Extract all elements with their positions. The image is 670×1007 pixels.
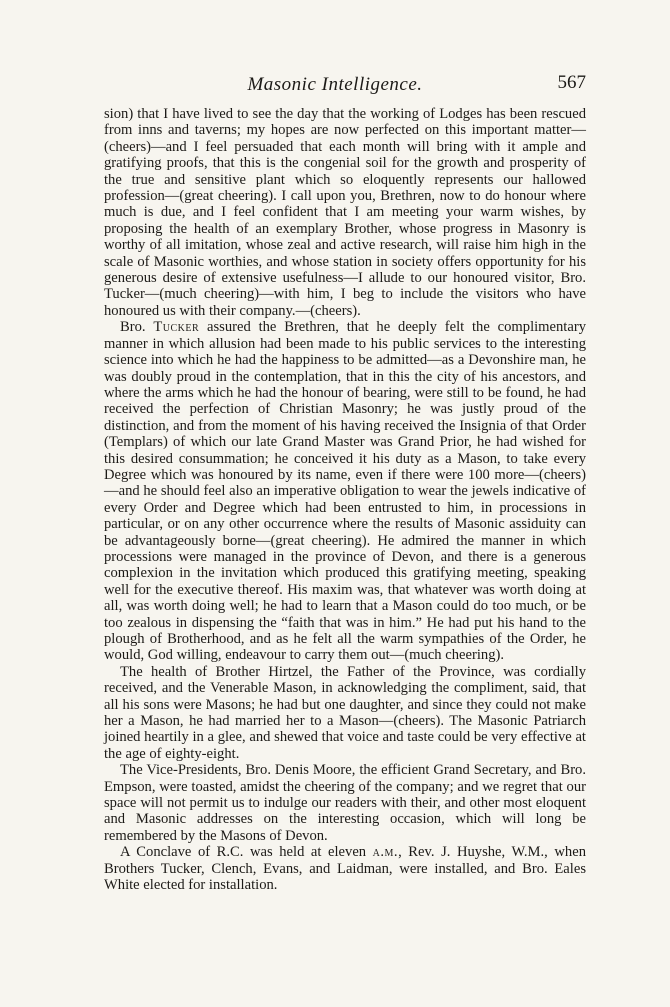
speaker-name: Tucker bbox=[153, 319, 200, 336]
paragraph-lead: Bro. bbox=[120, 319, 154, 336]
paragraph-text: assured the Brethren, that he deeply felt the complimentary manner in which allusion had been made to his public services to the interesting science into which he had the happiness to be admitted—as a Devonshire man, he was doubly proud in the contemplation, that in this the city of his ancestors, and where the arms which he had the honour of bearing, were still to be found, he had received the perfection of Christian Masonry; he was justly proud of the distinction, and from the moment of his having received the Insignia of that Order (Templars) of which our late Grand Master was Grand Prior, he had wished for this desired consummation; he conceived it his duty as a Mason, to take every Degree which was honoured by its name, even if there were 100 more—(cheers)—and he should feel also an imperative obligation to wear the jewels indicative of every Order and Degree which had been entrusted to him, in processions in particular, or on any other occurrence where the results of Masonic assiduity can be advantageously borne—(great cheering). He admired the manner in which processions were managed in the province of Devon, and there is a generous complexion in the invitation which produced this gratifying meeting, speaking well for the executive thereof. His maxim was, that whatever was worth doing at all, was worth doing well; he had to learn that a Mason could do too much, or be too zealous in dispensing the “faith that was in him.” He had put his hand to the plough of Brotherhood, and as he felt all the warm sympathies of the Order, he would, God willing, endeavour to carry them out—(much cheering). bbox=[104, 319, 586, 664]
paragraph-continuation: sion) that I have lived to see the day that the working of Lodges has been rescued from inns and taverns; my hopes are now perfected on this important matter—(cheers)—and I feel persuaded that each month will bring with it ample and gratifying proofs, that this is the congenial soil for the growth and prosperity of the true and sensitive plant which so eloquently represents our hallowed profession—(great cheering). I call upon you, Brethren, now to do honour where much is due, and I feel confident that I am meeting your warm wishes, by proposing the health of an exemplary Brother, whose progress in Masonry is worthy of all imitation, whose zeal and active research, will raise him high in the scale of Masonic worthies, and whose station in society offers opportunity for his generous desire of extensive usefulness—I allude to our honoured visitor, Bro. Tucker—(much cheering)—with him, I beg to include the visitors who have honoured us with their company.—(cheers). bbox=[104, 106, 586, 319]
paragraph-text: , Rev. J. Huyshe, W.M., when Brothers Tucker, Clench, Evans, and Laidman, were installed, and Bro. Eales White elected for installation. bbox=[104, 844, 587, 894]
page-number: 567 bbox=[557, 72, 586, 93]
article-body bbox=[104, 106, 586, 894]
paragraph-lead: A Conclave of R.C. was held at eleven bbox=[120, 844, 373, 861]
time-abbreviation: a.m. bbox=[372, 844, 399, 861]
paragraph-tucker-reply bbox=[104, 319, 586, 664]
paragraph-conclave bbox=[104, 844, 586, 893]
paragraph-vice-presidents: The Vice-Presidents, Bro. Denis Moore, the efficient Grand Secretary, and Bro. Empson, were toasted, amidst the cheering of the company; and we regret that our space will not permit us to indulge our readers with their, and other most eloquent and Masonic addresses on the interesting occasion, which will long be remembered by the Masons of Devon. bbox=[104, 762, 586, 844]
paragraph-hirtzel: The health of Brother Hirtzel, the Father of the Province, was cordially received, and the Venerable Mason, in acknowledging the compliment, said, that all his sons were Masons; he had but one daughter, and since they could not make her a Mason, he had married her to a Mason—(cheers). The Masonic Patriarch joined heartily in a glee, and shewed that voice and taste could be very effective at the age of eighty-eight. bbox=[104, 663, 586, 762]
running-title: Masonic Intelligence. bbox=[247, 74, 423, 95]
